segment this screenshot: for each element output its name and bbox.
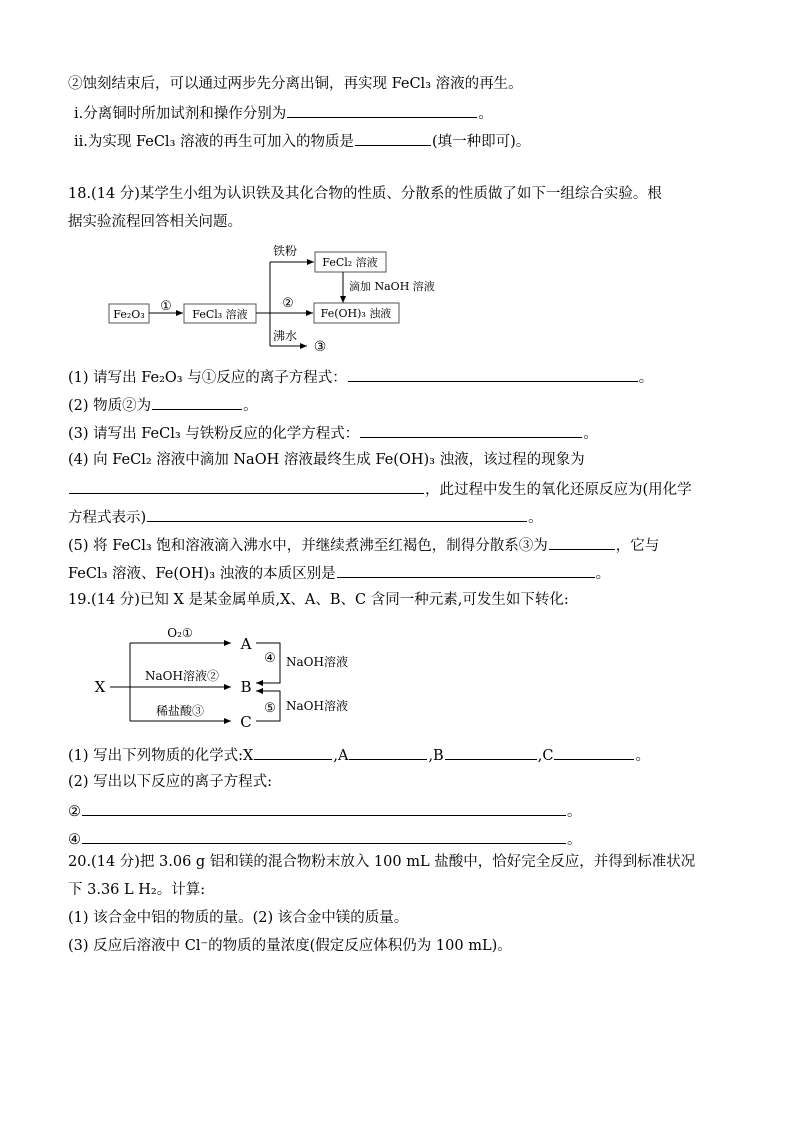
answer-blank[interactable]: [445, 744, 537, 760]
q18-part3-end: 。: [583, 426, 598, 442]
q18-part4-line1: (4) 向 FeCl₂ 溶液中滴加 NaOH 溶液最终生成 Fe(OH)₃ 浊液，该过程的现象为: [68, 452, 585, 468]
arrow-1-label: ①: [160, 299, 172, 314]
q19-part2: (2) 写出以下反应的离子方程式:: [68, 774, 273, 790]
q18-part1: [68, 366, 653, 388]
q17-part-i-end: 。: [478, 106, 493, 122]
q19-stem: 19.(14 分)已知 X 是某金属单质,X、A、B、C 含同一种元素,可发生如下转化:: [68, 592, 569, 608]
label-reaction-2: NaOH溶液②: [145, 669, 219, 683]
q18-part3-text: (3) 请写出 FeCl₃ 与铁粉反应的化学方程式：: [68, 426, 360, 442]
answer-blank[interactable]: [349, 744, 427, 760]
q18-part5-line1: [68, 534, 659, 556]
answer-blank[interactable]: [254, 744, 332, 760]
q17-part-ii-end: (填一种即可)。: [432, 134, 531, 150]
q18-part2-end: 。: [243, 398, 258, 414]
answer-blank[interactable]: [152, 394, 242, 410]
q18-part5-line2: [68, 562, 610, 584]
answer-blank[interactable]: [82, 800, 566, 816]
q19-part1-text-x: (1) 写出下列物质的化学式:X: [68, 748, 254, 764]
answer-blank[interactable]: [355, 130, 431, 146]
q17-part-ii: [74, 130, 530, 152]
branch-bottom-label: 沸水: [273, 329, 298, 343]
q18-part5-line2-end: 。: [595, 566, 611, 582]
branch-bottom-target: ③: [313, 339, 327, 355]
q18-stem-line2: 据实验流程回答相关问题。: [68, 214, 242, 230]
q17-intro: ②蚀刻结束后，可以通过两步先分离出铜，再实现 FeCl₃ 溶液的再生。: [68, 76, 523, 92]
q20-part1-2: (1) 该合金中铝的物质的量。(2) 该合金中镁的质量。: [68, 910, 409, 926]
species-b: B: [240, 678, 252, 696]
species-c: C: [240, 713, 252, 730]
q20-stem-line1: 20.(14 分)把 3.06 g 铝和镁的混合物粉末放入 100 mL 盐酸中，恰好完全反应，并得到标准状况: [68, 854, 696, 870]
q19-part2-eq4: [68, 828, 582, 850]
q20-stem-line2: 下 3.36 L H₂。计算:: [68, 882, 206, 898]
fecl3-label: FeCl₃ 溶液: [192, 308, 248, 321]
q18-part1-text: (1) 请写出 Fe₂O₃ 与①反应的离子方程式：: [68, 370, 347, 386]
q19-part1-end: 。: [635, 748, 650, 764]
down-arrow-label: 滴加 NaOH 溶液: [349, 280, 435, 293]
answer-blank[interactable]: [549, 534, 615, 550]
answer-blank[interactable]: [360, 422, 582, 438]
q19-part2-eq4-label: ④: [68, 832, 81, 848]
q18-part4-line2-text: ，此过程中发生的氧化还原反应为(用化学: [425, 482, 692, 498]
q19-conversion-diagram: [88, 618, 388, 730]
q17-part-i-text: ⅰ.分离铜时所加试剂和操作分别为: [74, 106, 287, 122]
answer-blank[interactable]: [69, 478, 424, 494]
fe2o3-label: Fe₂O₃: [113, 308, 145, 321]
q18-part4-line2: [68, 478, 692, 500]
fecl2-label: FeCl₂ 溶液: [322, 256, 378, 269]
q19-part1-text-a: ,A: [333, 748, 349, 764]
q18-part5-line1-text: (5) 将 FeCl₃ 饱和溶液滴入沸水中，并继续煮沸至红褐色，制得分散系③为: [68, 538, 548, 554]
q18-stem-line1: 18.(14 分)某学生小组为认识铁及其化合物的性质、分散系的性质做了如下一组综合实验。根: [68, 186, 662, 202]
q18-part2-text: (2) 物质②为: [68, 398, 152, 414]
q18-part4-line3-text: 方程式表示): [68, 510, 147, 526]
q17-part-ii-text: ⅱ.为实现 FeCl₃ 溶液的再生可加入的物质是: [74, 134, 354, 150]
q19-part2-eq2-label: ②: [68, 804, 81, 820]
label-reaction-4-reagent: NaOH溶液: [286, 655, 348, 669]
label-reaction-5-reagent: NaOH溶液: [286, 699, 348, 713]
q18-part1-end: 。: [638, 370, 654, 386]
q19-part1: [68, 744, 650, 766]
species-x: X: [94, 678, 106, 696]
label-reaction-3: 稀盐酸③: [155, 704, 205, 718]
q18-flow-diagram: [100, 238, 480, 358]
q18-part5-line2-text: FeCl₃ 溶液、Fe(OH)₃ 浊液的本质区别是: [68, 566, 336, 582]
feoh3-label: Fe(OH)₃ 浊液: [320, 307, 392, 320]
q18-part5-line1-end: ，它与: [615, 538, 660, 554]
answer-blank[interactable]: [337, 562, 595, 578]
label-reaction-4: ④: [264, 651, 276, 666]
q18-part4-line3-end: 。: [528, 510, 543, 526]
branch-top-label: 铁粉: [273, 244, 298, 258]
q18-part2: [68, 394, 258, 416]
q19-part2-eq4-end: 。: [567, 832, 582, 848]
answer-blank[interactable]: [147, 506, 527, 522]
q19-part1-text-b: ,B: [428, 748, 444, 764]
species-a: A: [240, 635, 252, 653]
label-reaction-5: ⑤: [264, 701, 276, 716]
q17-part-i: [74, 102, 493, 124]
q20-part3: (3) 反应后溶液中 Cl⁻的物质的量浓度(假定反应体积仍为 100 mL)。: [68, 938, 512, 954]
answer-blank[interactable]: [287, 102, 477, 118]
answer-blank[interactable]: [348, 366, 638, 382]
branch-mid-label: ②: [282, 296, 294, 311]
q18-part3: [68, 422, 598, 444]
q19-part2-eq2: [68, 800, 582, 822]
answer-blank[interactable]: [554, 744, 634, 760]
answer-blank[interactable]: [82, 828, 566, 844]
q18-part4-line3: [68, 506, 543, 528]
label-reaction-1: O₂①: [167, 626, 193, 640]
q19-part1-text-c: ,C: [537, 748, 554, 764]
q19-part2-eq2-end: 。: [567, 804, 582, 820]
